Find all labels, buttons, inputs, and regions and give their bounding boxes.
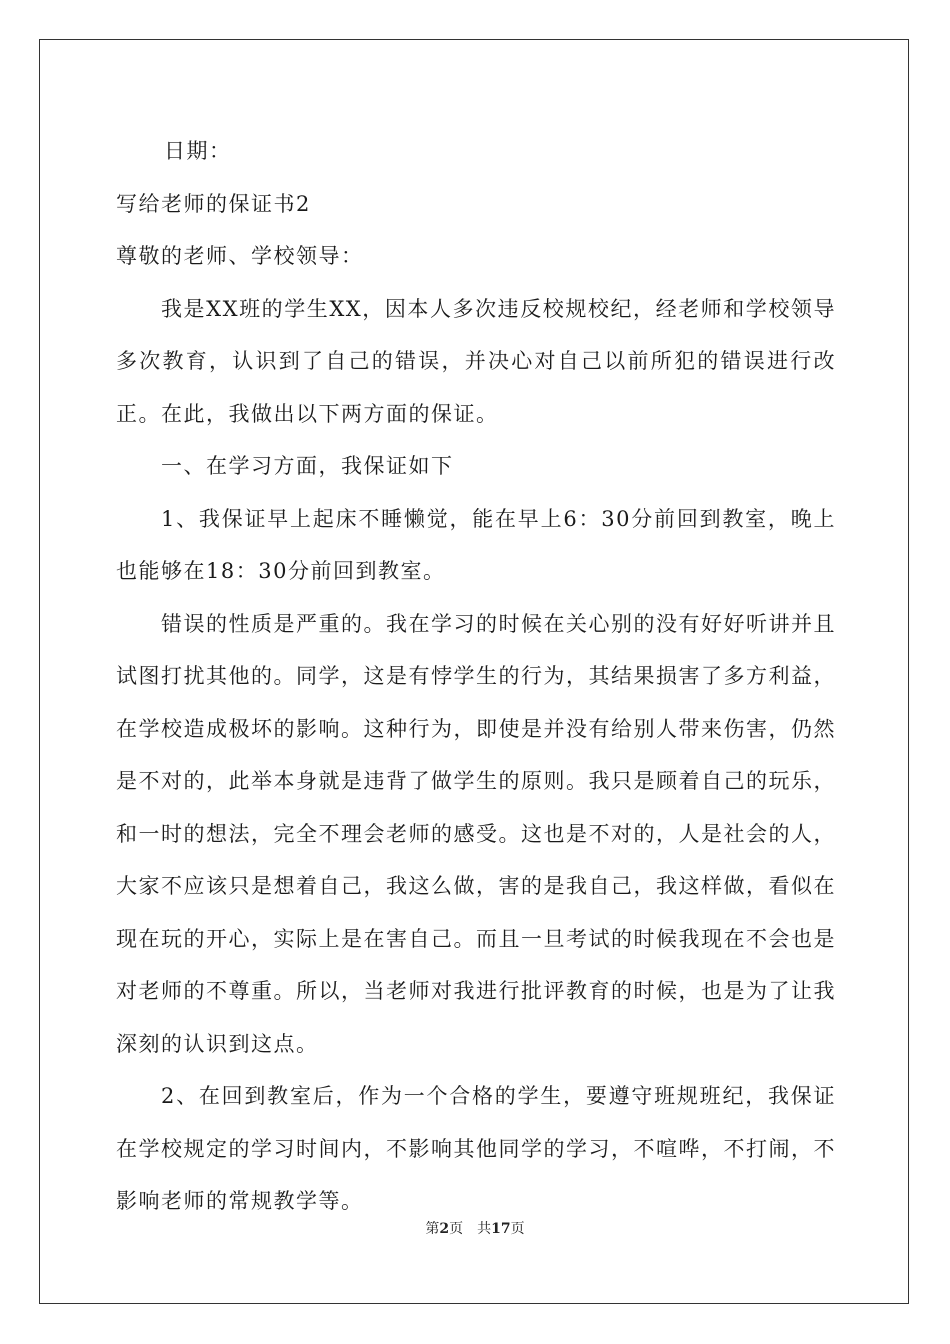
total-prefix: 共	[477, 1221, 492, 1237]
page-footer	[0, 1218, 950, 1238]
document-title: 写给老师的保证书2	[116, 191, 311, 216]
paragraph-intro: 我是XX班的学生XX，因本人多次违反校规校纪，经老师和学校领导多次教育，认识到了自己的错误，并决心对自己以前所犯的错误进行改正。在此，我做出以下两方面的保证。	[116, 296, 836, 426]
page-suffix: 页	[449, 1221, 464, 1237]
salutation: 尊敬的老师、学校领导：	[116, 244, 364, 268]
total-suffix: 页	[510, 1221, 525, 1237]
paragraph-reflection: 错误的性质是严重的。我在学习的时候在关心别的没有好好听讲并且试图打扰其他的。同学，这是有悖学生的行为，其结果损害了多方利益，在学校造成极坏的影响。这种行为，即使是并没有给别人带来伤害，仍然是不对的，此举本身就是违背了做学生的原则。我只是顾着自己的玩乐，和一时的想法，完全不理会老师的感受。这也是不对的，人是社会的人，大家不应该只是想着自己，我这么做，害的是我自己，我这样做，看似在现在玩的开心，实际上是在害自己。而且一旦考试的时候我现在不会也是对老师的不尊重。所以，当老师对我进行批评教育的时候，也是为了让我深刻的认识到这点。	[116, 611, 836, 1056]
paragraph-item-2: 2、在回到教室后，作为一个合格的学生，要遵守班规班纪，我保证在学校规定的学习时间内，不影响其他同学的学习，不喧哗，不打闹，不影响老师的常规教学等。	[116, 1084, 836, 1213]
paragraph-section-heading: 一、在学习方面，我保证如下	[161, 454, 454, 478]
date-label: 日期：	[164, 139, 232, 163]
page-prefix: 第	[425, 1221, 440, 1237]
document-body	[116, 125, 836, 1228]
paragraph-item-1: 1、我保证早上起床不睡懒觉，能在早上6：30分前回到教室，晚上也能够在18：30分前回到教室。	[116, 506, 836, 583]
total-pages: 17	[491, 1221, 511, 1237]
page-number: 2	[439, 1221, 450, 1237]
